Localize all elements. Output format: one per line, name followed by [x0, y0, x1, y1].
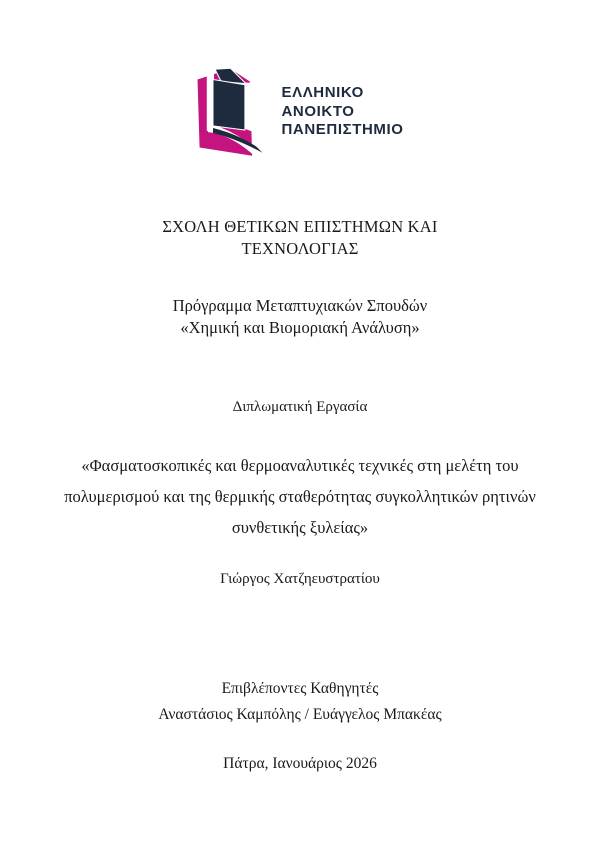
author-name: Γιώργος Χατζηευστρατίου — [220, 571, 380, 587]
thesis-title-line-2: πολυμερισμού και της θερμικής σταθερότητας συγκολλητικών ρητινών — [64, 487, 536, 506]
school-heading-line-2: ΤΕΧΝΟΛΟΓΙΑΣ — [241, 239, 359, 258]
thesis-title-line-3: συνθετικής ξυλείας» — [231, 518, 369, 537]
supervisors-label: Επιβλέποντες Καθηγητές — [221, 680, 379, 697]
university-wordmark — [281, 84, 403, 140]
wordmark-line-3: ΠΑΝΕΠΙΣΤΗΜΙΟ — [281, 121, 404, 139]
program-block — [0, 295, 600, 338]
thesis-title-line-1: «Φασματοσκοπικές και θερμοαναλυτικές τεχνικές στη μελέτη του — [81, 456, 519, 475]
wordmark-line-1: ΕΛΛΗΝΙΚΟ — [281, 84, 364, 102]
thesis-title — [0, 450, 600, 543]
place-date: Πάτρα, Ιανουάριος 2026 — [223, 755, 377, 772]
school-heading — [0, 216, 600, 260]
school-heading-line-1: ΣΧΟΛΗ ΘΕΤΙΚΩΝ ΕΠΙΣΤΗΜΩΝ ΚΑΙ — [162, 217, 438, 236]
supervisors-names: Αναστάσιος Καμπόλης / Ευάγγελος Μπακέας — [158, 706, 442, 723]
university-logo — [196, 68, 403, 156]
thesis-type-label: Διπλωματική Εργασία — [232, 399, 368, 415]
program-name: Πρόγραμμα Μεταπτυχιακών Σπουδών — [172, 296, 428, 315]
program-specialization: «Χημική και Βιομοριακή Ανάλυση» — [180, 317, 420, 337]
wordmark-line-2: ΑΝΟΙΚΤΟ — [281, 102, 355, 120]
open-book-logo-icon — [196, 68, 264, 156]
